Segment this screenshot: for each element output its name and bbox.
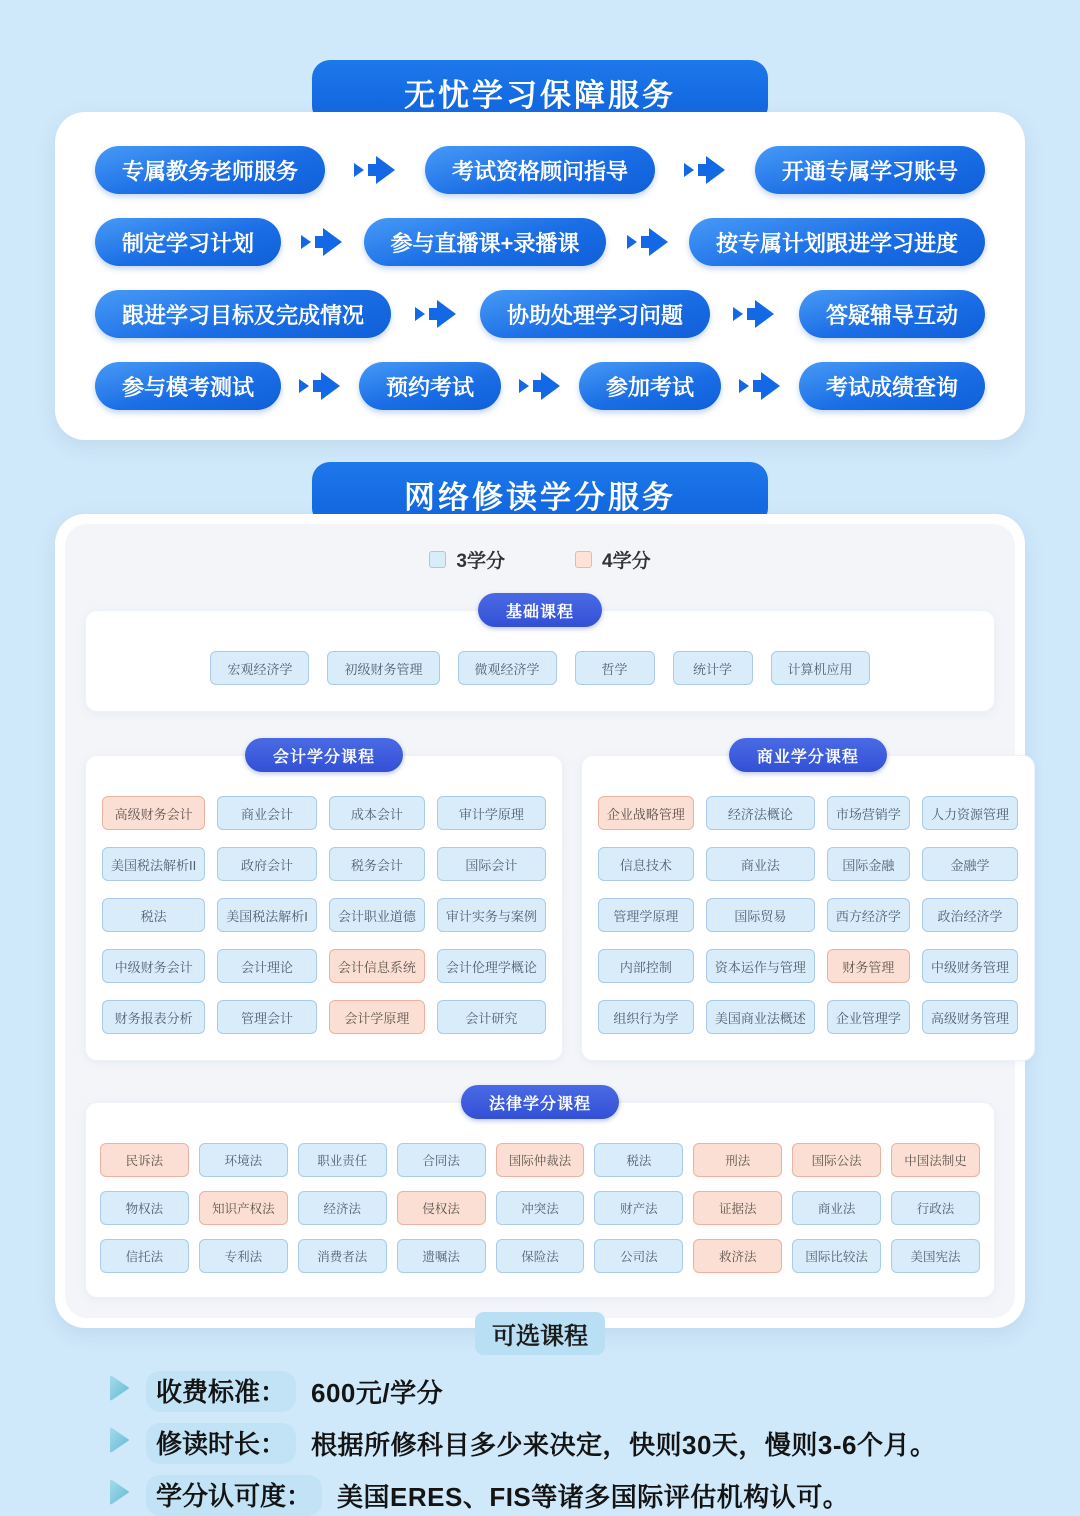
- flow-arrow-icon: [518, 368, 562, 404]
- legend-label: 3学分: [456, 551, 505, 572]
- optional-courses-badge: [475, 1312, 605, 1355]
- course-chip: 税务会计: [329, 847, 425, 881]
- course-chip: 哲学: [575, 651, 655, 685]
- course-chip: 商业法: [792, 1191, 881, 1225]
- bullet-row: [107, 1475, 1025, 1516]
- bullet-text: 美国ERES、FIS等诸多国际评估机构认可。: [337, 1482, 850, 1512]
- course-chip: 国际贸易: [706, 898, 815, 932]
- bullet-text: 根据所修科目多少来决定，快则30天，慢则3-6个月。: [311, 1430, 937, 1460]
- flow-step-pill: 开通专属学习账号: [755, 146, 985, 194]
- course-chip: 会计职业道德: [329, 898, 425, 932]
- legend-item-3-credits: [429, 546, 505, 573]
- course-chip: 会计学原理: [329, 1000, 425, 1034]
- flow-arrow-icon: [298, 368, 342, 404]
- course-chip: 美国商业法概述: [706, 1000, 815, 1034]
- course-chip: 高级财务管理: [922, 1000, 1018, 1034]
- flow-step-pill: 考试成绩查询: [799, 362, 985, 410]
- credits-legend: [429, 546, 650, 573]
- course-chip: 宏观经济学: [210, 651, 309, 685]
- flow-step-pill: 协助处理学习问题: [480, 290, 710, 338]
- law-courses-panel: [85, 1102, 995, 1298]
- course-chip: 保险法: [496, 1239, 585, 1273]
- group-badge-basic-label: 基础课程: [505, 603, 574, 621]
- flow-row: [95, 362, 985, 410]
- course-chip: 人力资源管理: [922, 796, 1018, 830]
- group-badge-business-label: 商业学分课程: [756, 748, 859, 766]
- group-badge-basic: [478, 593, 602, 627]
- course-chip: 消费者法: [298, 1239, 387, 1273]
- course-chip: 审计学原理: [437, 796, 546, 830]
- course-chip: 计算机应用: [771, 651, 870, 685]
- flow-row: [95, 218, 985, 266]
- group-accounting-courses: [85, 738, 563, 1061]
- course-chip: 侵权法: [397, 1191, 486, 1225]
- flow-arrow-icon: [300, 224, 344, 260]
- course-chip: 会计伦理学概论: [437, 949, 546, 983]
- course-chip: 中国法制史: [891, 1143, 980, 1177]
- course-chip: 高级财务会计: [102, 796, 205, 830]
- course-chip: 政治经济学: [922, 898, 1018, 932]
- course-chip: 冲突法: [496, 1191, 585, 1225]
- flow-arrow-icon: [414, 296, 458, 332]
- course-chip: 刑法: [693, 1143, 782, 1177]
- group-badge-law-label: 法律学分课程: [488, 1095, 591, 1113]
- course-chip: 经济法概论: [706, 796, 815, 830]
- course-chip: 会计理论: [217, 949, 317, 983]
- bullet-arrow-icon: [107, 1374, 131, 1409]
- bullet-label: 收费标准：: [146, 1371, 296, 1412]
- group-badge-accounting: [245, 738, 403, 772]
- bullet-arrow-icon: [107, 1426, 131, 1461]
- course-chip: 物权法: [100, 1191, 189, 1225]
- flow-step-pill: 预约考试: [359, 362, 501, 410]
- course-chip: 商业会计: [217, 796, 317, 830]
- service-notes: [55, 1371, 1025, 1516]
- course-chip: 遗嘱法: [397, 1239, 486, 1273]
- course-chip: 初级财务管理: [327, 651, 439, 685]
- bullet-row: [107, 1371, 1025, 1412]
- flow-step-pill: 按专属计划跟进学习进度: [689, 218, 985, 266]
- credit-service-card: [55, 514, 1025, 1328]
- course-chip: 环境法: [199, 1143, 288, 1177]
- bullet-arrow-icon: [107, 1478, 131, 1513]
- legend-swatch-3-credits: [429, 551, 446, 568]
- course-chip: 企业管理学: [827, 1000, 910, 1034]
- course-chip: 金融学: [922, 847, 1018, 881]
- flow-step-pill: 参与模考测试: [95, 362, 281, 410]
- group-badge-business: [729, 738, 887, 772]
- course-chip: 西方经济学: [827, 898, 910, 932]
- course-chip: 管理会计: [217, 1000, 317, 1034]
- flow-step-pill: 考试资格顾问指导: [425, 146, 655, 194]
- course-chip: 救济法: [693, 1239, 782, 1273]
- course-chip: 美国税法解析II: [102, 847, 205, 881]
- course-chip: 专利法: [199, 1239, 288, 1273]
- guarantee-service-card: [55, 112, 1025, 440]
- course-chip: 信托法: [100, 1239, 189, 1273]
- course-chip: 美国税法解析I: [217, 898, 317, 932]
- flow-arrow-icon: [732, 296, 776, 332]
- flow-arrow-icon: [683, 152, 727, 188]
- course-chip: 信息技术: [598, 847, 694, 881]
- course-chip: 财务报表分析: [102, 1000, 205, 1034]
- flow-step-pill: 参与直播课+录播课: [364, 218, 607, 266]
- course-chip: 经济法: [298, 1191, 387, 1225]
- flow-step-pill: 跟进学习目标及完成情况: [95, 290, 391, 338]
- flow-step-pill: 制定学习计划: [95, 218, 281, 266]
- section2-title: 网络修读学分服务: [404, 479, 676, 515]
- course-chip: 中级财务管理: [922, 949, 1018, 983]
- group-basic-courses: [85, 593, 995, 712]
- legend-label: 4学分: [602, 551, 651, 572]
- bullet-row: [107, 1423, 1025, 1464]
- course-chip: 市场营销学: [827, 796, 910, 830]
- flow-arrow-icon: [626, 224, 670, 260]
- course-chip: 审计实务与案例: [437, 898, 546, 932]
- course-chip: 财产法: [594, 1191, 683, 1225]
- course-chip: 会计研究: [437, 1000, 546, 1034]
- course-chip: 财务管理: [827, 949, 910, 983]
- business-courses-panel: [581, 755, 1035, 1061]
- flow-step-pill: 参加考试: [579, 362, 721, 410]
- course-chip: 知识产权法: [199, 1191, 288, 1225]
- group-law-courses: [85, 1085, 995, 1298]
- credit-service-body: [65, 524, 1015, 1318]
- course-chip: 国际金融: [827, 847, 910, 881]
- course-chip: 会计信息系统: [329, 949, 425, 983]
- flow-row: [95, 146, 985, 194]
- group-badge-accounting-label: 会计学分课程: [272, 748, 375, 766]
- course-chip: 管理学原理: [598, 898, 694, 932]
- course-chip: 微观经济学: [458, 651, 557, 685]
- course-chip: 税法: [102, 898, 205, 932]
- bullet-label: 修读时长：: [146, 1423, 296, 1464]
- flow-arrow-icon: [353, 152, 397, 188]
- course-chip: 中级财务会计: [102, 949, 205, 983]
- course-chip: 行政法: [891, 1191, 980, 1225]
- course-chip: 企业战略管理: [598, 796, 694, 830]
- group-business-courses: [581, 738, 1035, 1061]
- bullet-text: 600元/学分: [311, 1378, 444, 1408]
- course-chip: 合同法: [397, 1143, 486, 1177]
- course-chip: 国际公法: [792, 1143, 881, 1177]
- legend-swatch-4-credits: [575, 551, 592, 568]
- group-badge-law: [461, 1085, 619, 1119]
- course-chip: 职业责任: [298, 1143, 387, 1177]
- course-chip: 税法: [594, 1143, 683, 1177]
- flow-arrow-icon: [738, 368, 782, 404]
- course-chip: 证据法: [693, 1191, 782, 1225]
- course-chip: 民诉法: [100, 1143, 189, 1177]
- course-chip: 资本运作与管理: [706, 949, 815, 983]
- course-chip: 组织行为学: [598, 1000, 694, 1034]
- accounting-courses-panel: [85, 755, 563, 1061]
- course-chip: 内部控制: [598, 949, 694, 983]
- legend-item-4-credits: [575, 546, 651, 573]
- section1-title: 无忧学习保障服务: [404, 77, 676, 113]
- flow-step-pill: 专属教务老师服务: [95, 146, 325, 194]
- flow-row: [95, 290, 985, 338]
- course-chip: 国际仲裁法: [496, 1143, 585, 1177]
- optional-courses-badge-label: 可选课程: [492, 1323, 588, 1350]
- course-chip: 国际会计: [437, 847, 546, 881]
- flow-step-pill: 答疑辅导互动: [799, 290, 985, 338]
- course-chip: 政府会计: [217, 847, 317, 881]
- course-chip: 商业法: [706, 847, 815, 881]
- bullet-label: 学分认可度：: [146, 1475, 322, 1516]
- course-chip: 公司法: [594, 1239, 683, 1273]
- course-chip: 美国宪法: [891, 1239, 980, 1273]
- course-chip: 国际比较法: [792, 1239, 881, 1273]
- course-chip: 成本会计: [329, 796, 425, 830]
- course-chip: 统计学: [673, 651, 753, 685]
